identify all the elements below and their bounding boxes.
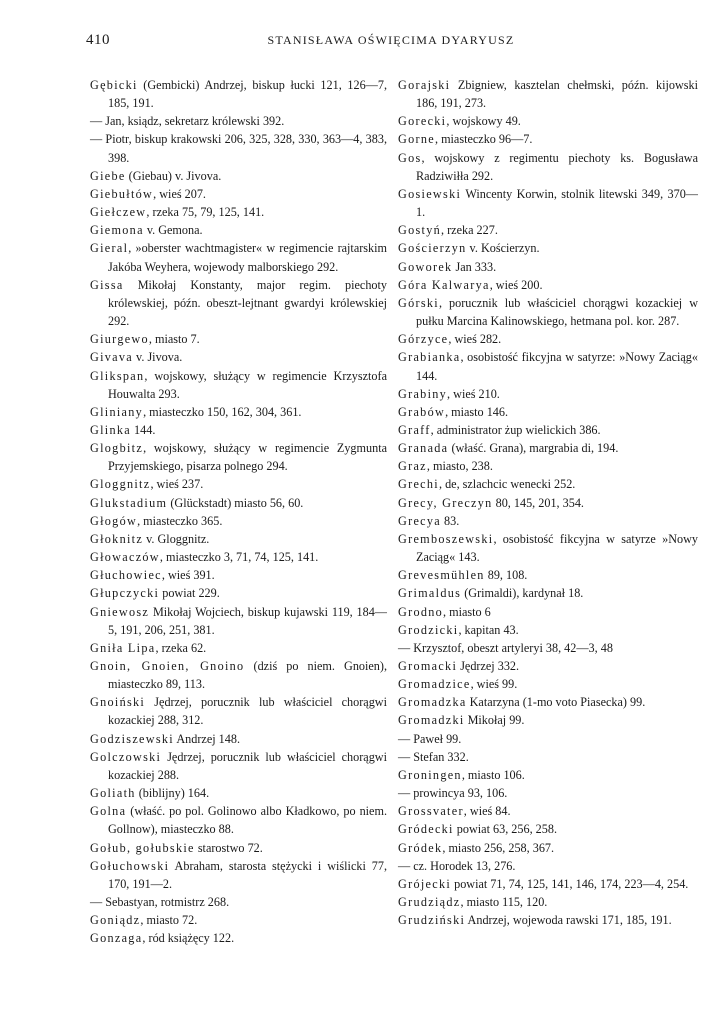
index-entry xyxy=(90,475,387,493)
entry-text: , wieś 207. xyxy=(153,186,206,201)
index-entry xyxy=(90,239,387,275)
entry-headword: Grossvater xyxy=(398,804,464,819)
index-entry xyxy=(90,603,387,639)
entry-headword: Gródecki xyxy=(398,822,454,837)
index-entry xyxy=(398,857,698,875)
index-entry xyxy=(398,149,698,185)
entry-text: Jędrzej, porucznik lub właściciel chorągwi kozackiej 288, 312. xyxy=(108,695,387,728)
index-entry xyxy=(90,512,387,530)
entry-headword: Groningen xyxy=(398,767,462,782)
entry-text: , miasto 106. xyxy=(461,767,525,782)
entry-headword: Glukstadium xyxy=(90,495,168,510)
entry-text: , miasteczko 150, 162, 304, 361. xyxy=(143,404,302,419)
index-entry xyxy=(398,403,698,421)
entry-headword: Grevesmühlen xyxy=(398,568,485,583)
entry-headword: Grimaldus xyxy=(398,586,462,601)
index-entry xyxy=(398,639,698,657)
entry-text: , wojskowy z regimentu piechoty ks. Bogusława Radziwiłła 292. xyxy=(416,150,698,183)
entry-text: , miasteczko 3, 71, 74, 125, 141. xyxy=(159,550,319,565)
index-entry xyxy=(90,367,387,403)
entry-text: , miasteczko 96—7. xyxy=(434,132,533,147)
entry-headword: Górski xyxy=(398,295,439,310)
index-entry xyxy=(90,857,387,893)
entry-text: powiat 71, 74, 125, 141, 146, 174, 223—4, 254. xyxy=(451,876,689,891)
index-entry xyxy=(398,839,698,857)
entry-headword: Gos xyxy=(398,150,422,165)
entry-text: , osobistość fikcyjna w satyrze: »Nowy Zaciąg« 144. xyxy=(416,350,698,383)
entry-text: , rzeka 75, 79, 125, 141. xyxy=(146,205,265,220)
entry-text: , kapitan 43. xyxy=(458,622,519,637)
index-entry xyxy=(398,385,698,403)
index-entry xyxy=(90,730,387,748)
entry-text: — prowincya 93, 106. xyxy=(398,786,508,801)
index-entry xyxy=(398,530,698,566)
index-entry xyxy=(398,784,698,802)
index-entry xyxy=(90,548,387,566)
index-entry xyxy=(398,276,698,294)
entry-text: , wieś 210. xyxy=(447,386,500,401)
entry-text: powiat 63, 256, 258. xyxy=(453,822,557,837)
entry-headword: Grabianka xyxy=(398,350,461,365)
entry-headword: Gostyń xyxy=(398,223,442,238)
entry-text: v. Kościerzyn. xyxy=(466,241,540,256)
entry-headword: Glogbitz xyxy=(90,441,144,456)
index-entry xyxy=(398,711,698,729)
entry-headword: Głoknitz xyxy=(90,531,144,546)
entry-text: , de, szlachcic wenecki 252. xyxy=(438,477,576,492)
index-entry xyxy=(398,185,698,221)
running-title: STANISŁAWA OŚWIĘCIMA DYARYUSZ xyxy=(267,33,515,47)
entry-headword: Giurgewo xyxy=(90,332,149,347)
entry-headword: Gniła Lipa xyxy=(90,640,156,655)
entry-headword: Góra Kalwarya xyxy=(398,277,490,292)
entry-text: , wieś 200. xyxy=(489,277,543,292)
entry-text: 144. xyxy=(130,422,156,437)
entry-text: , wieś 282. xyxy=(448,332,502,347)
index-entry xyxy=(90,893,387,911)
index-entry xyxy=(398,693,698,711)
entry-headword: Grecy, Greczyn xyxy=(398,495,493,510)
entry-headword: Gromadzice xyxy=(398,677,471,692)
index-entry xyxy=(90,330,387,348)
entry-text: (Grimaldi), kardynał 18. xyxy=(461,586,584,601)
entry-headword: Grudziądz xyxy=(398,895,461,910)
index-entry xyxy=(90,784,387,802)
entry-text: — Piotr, biskup krakowski 206, 325, 328, 330, 363—4, 383, 398. xyxy=(90,132,387,165)
entry-text: (Giebau) v. Jivova. xyxy=(125,168,222,183)
index-entry xyxy=(90,530,387,548)
index-entry xyxy=(398,130,698,148)
entry-text: 83. xyxy=(440,513,460,528)
index-entry xyxy=(90,112,387,130)
index-entry xyxy=(398,730,698,748)
entry-text: Katarzyna (1-mo voto Piasecka) 99. xyxy=(466,695,646,710)
entry-text: Abraham, starosta stężycki i wiślicki 77, 170, 191—2. xyxy=(108,858,387,891)
page-header xyxy=(86,32,696,52)
index-entry xyxy=(90,802,387,838)
entry-headword: Golczowski xyxy=(90,749,162,764)
index-entry xyxy=(90,221,387,239)
entry-headword: Giebe xyxy=(90,168,126,183)
index-entry xyxy=(90,130,387,166)
index-entry xyxy=(398,112,698,130)
entry-headword: Givava xyxy=(90,350,133,365)
index-entry xyxy=(398,494,698,512)
entry-headword: Gissa xyxy=(90,277,124,292)
entry-headword: Gromadzka xyxy=(398,695,467,710)
entry-text: , ród książęcy 122. xyxy=(142,931,235,946)
entry-headword: Goliath xyxy=(90,786,136,801)
entry-text: — Jan, ksiądz, sekretarz królewski 392. xyxy=(90,114,285,129)
entry-headword: Głowaczów xyxy=(90,550,160,565)
index-entry xyxy=(90,839,387,857)
index-entry xyxy=(398,566,698,584)
entry-headword: Golna xyxy=(90,804,127,819)
entry-headword: Goworek xyxy=(398,259,453,274)
index-entry xyxy=(90,76,387,112)
entry-text: — cz. Horodek 13, 276. xyxy=(398,858,516,873)
entry-text: , miasto 115, 120. xyxy=(460,895,548,910)
entry-text: v. Gloggnitz. xyxy=(143,531,210,546)
index-entry xyxy=(398,258,698,276)
entry-headword: Grójecki xyxy=(398,876,452,891)
entry-headword: Grudziński xyxy=(398,913,466,928)
index-entry xyxy=(398,421,698,439)
page-number: 410 xyxy=(86,32,110,48)
index-entry xyxy=(90,421,387,439)
entry-headword: Głupczycki xyxy=(90,586,160,601)
entry-headword: Gliniany xyxy=(90,404,144,419)
entry-headword: Grabiny xyxy=(398,386,448,401)
entry-headword: Giełczew xyxy=(90,205,147,220)
entry-headword: Gonzaga xyxy=(90,931,143,946)
index-entry xyxy=(398,603,698,621)
entry-headword: Gosiewski xyxy=(398,186,462,201)
index-entry xyxy=(398,657,698,675)
index-entry xyxy=(90,494,387,512)
entry-text: , rzeka 227. xyxy=(441,223,498,238)
entry-text: , porucznik lub właściciel chorągwi kozackiej w pułku Marcina Kalinowskiego, hetmana pol. kor. 287. xyxy=(416,295,698,329)
index-entry xyxy=(398,457,698,475)
entry-text: , wojskowy 49. xyxy=(446,114,521,129)
entry-text: Zbigniew, kasztelan chełmski, późn. kijowski 186, 191, 273. xyxy=(416,78,698,111)
index-entry xyxy=(90,584,387,602)
entry-headword: Grechi xyxy=(398,477,439,492)
entry-text: v. Gemona. xyxy=(143,223,203,238)
index-entry xyxy=(90,566,387,584)
index-entry xyxy=(90,929,387,947)
entry-text: — Krzysztof, obeszt artyleryi 38, 42—3, 48 xyxy=(398,640,613,655)
entry-text: Mikołaj Wojciech, biskup kujawski 119, 184—5, 191, 206, 251, 381. xyxy=(108,604,387,637)
entry-headword: Gromacki xyxy=(398,659,458,673)
entry-text: , osobistość fikcyjna w satyrze »Nowy Zaciąg« 143. xyxy=(416,531,698,565)
entry-text: 89, 108. xyxy=(484,568,528,583)
entry-text: , wieś 84. xyxy=(463,804,511,819)
entry-headword: Giebułtów xyxy=(90,186,154,201)
index-entry xyxy=(398,76,698,112)
index-entry xyxy=(90,167,387,185)
entry-text: (dziś po niem. Gnoien), miasteczko 89, 113. xyxy=(108,659,388,692)
entry-text: , miasteczko 365. xyxy=(137,513,223,528)
index-entry xyxy=(90,748,387,784)
entry-headword: Glinka xyxy=(90,422,131,437)
entry-text: (właść. Grana), margrabia di, 194. xyxy=(448,441,619,456)
entry-text: , miasto 256, 258, 367. xyxy=(442,840,555,855)
index-entry xyxy=(398,584,698,602)
entry-text: , miasto, 238. xyxy=(426,459,493,474)
entry-headword: Giemona xyxy=(90,223,144,238)
index-entry xyxy=(398,875,698,893)
entry-text: , miasto 6 xyxy=(443,604,491,619)
entry-headword: Gromadzki xyxy=(398,713,465,728)
index-entry xyxy=(398,439,698,457)
entry-headword: Gębicki xyxy=(90,78,138,92)
entry-headword: Godziszewski xyxy=(90,731,174,746)
entry-text: (właść. po pol. Golinowo albo Kładkowo, po niem. Gollnow), miasteczko 88. xyxy=(108,804,387,837)
entry-text: (biblijny) 164. xyxy=(135,786,210,801)
index-entry xyxy=(90,693,387,729)
entry-headword: Gniewosz xyxy=(90,604,150,619)
entry-headword: Górzyce xyxy=(398,332,449,347)
index-column-left xyxy=(90,76,387,948)
entry-text: , miasto 146. xyxy=(445,404,509,419)
index-entry xyxy=(398,475,698,493)
entry-headword: Gnoiński xyxy=(90,695,146,710)
index-entry xyxy=(398,802,698,820)
entry-text: Jędrzej, porucznik lub właściciel chorągwi kozackiej 288. xyxy=(108,749,387,782)
entry-headword: Gródek xyxy=(398,840,443,855)
entry-text: , miasto 7. xyxy=(148,332,200,347)
entry-headword: Gorecki xyxy=(398,114,447,129)
entry-headword: Grabów xyxy=(398,404,446,419)
entry-text: — Sebastyan, rotmistrz 268. xyxy=(90,895,230,910)
entry-text: , wieś 99. xyxy=(470,677,518,692)
index-entry xyxy=(90,439,387,475)
entry-text: (Glückstadt) miasto 56, 60. xyxy=(167,495,304,510)
entry-text: Andrzej 148. xyxy=(173,731,240,746)
entry-headword: Głuchowiec xyxy=(90,568,162,583)
index-entry xyxy=(398,221,698,239)
entry-text: Jan 333. xyxy=(452,259,497,274)
index-entry xyxy=(90,403,387,421)
entry-text: , »oberster wachtmagister« w regimencie rajtarskim Jakóba Weyhera, wojewody malborskiego 292. xyxy=(108,241,387,274)
entry-text: Andrzej, wojewoda rawski 171, 185, 191. xyxy=(465,913,672,928)
entry-headword: Grodno xyxy=(398,604,444,619)
entry-text: Wincenty Korwin, stolnik litewski 349, 370—1. xyxy=(416,186,698,220)
index-entry xyxy=(90,639,387,657)
entry-headword: Grecya xyxy=(398,513,441,528)
entry-headword: Gościerzyn xyxy=(398,241,467,256)
entry-headword: Gorajski xyxy=(398,78,451,92)
entry-text: , wojskowy, służący w regimencie Krzysztofa Houwalta 293. xyxy=(108,368,387,401)
entry-text: , administrator żup wielickich 386. xyxy=(430,422,601,437)
entry-headword: Goniądz xyxy=(90,913,141,928)
entry-headword: Gorne xyxy=(398,132,435,147)
entry-text: Mikołaj 99. xyxy=(464,713,525,728)
entry-headword: Glikspan xyxy=(90,368,145,383)
index-entry xyxy=(398,294,698,330)
index-entry xyxy=(90,185,387,203)
entry-headword: Grodzicki xyxy=(398,622,459,637)
entry-headword: Gołub, gołubskie xyxy=(90,840,195,855)
index-entry xyxy=(398,512,698,530)
index-entry xyxy=(90,348,387,366)
entry-headword: Gnoin, Gnoien, Gnoino xyxy=(90,659,245,673)
entry-text: Jędrzej 332. xyxy=(457,659,520,673)
entry-text: — Paweł 99. xyxy=(398,731,462,746)
index-entry xyxy=(398,893,698,911)
entry-headword: Granada xyxy=(398,441,449,456)
index-entry xyxy=(398,239,698,257)
entry-text: Mikołaj Konstanty, major regim. piechoty królewskiej, późn. obeszt-lejtnant gwardyi królewskiej 292. xyxy=(108,277,387,329)
index-entry xyxy=(398,330,698,348)
index-entry xyxy=(398,675,698,693)
entry-text: , wieś 391. xyxy=(161,568,215,583)
index-entry xyxy=(398,820,698,838)
entry-headword: Głogów xyxy=(90,513,138,528)
entry-headword: Graz xyxy=(398,459,427,474)
index-entry xyxy=(398,348,698,384)
entry-headword: Gloggnitz xyxy=(90,477,151,492)
entry-text: starostwo 72. xyxy=(194,840,263,855)
entry-text: 80, 145, 201, 354. xyxy=(492,495,584,510)
entry-text: , miasto 72. xyxy=(140,913,198,928)
index-entry xyxy=(398,911,698,929)
index-entry xyxy=(90,276,387,330)
entry-text: — Stefan 332. xyxy=(398,749,469,764)
entry-headword: Gołuchowski xyxy=(90,858,170,873)
entry-text: , wieś 237. xyxy=(150,477,204,492)
entry-headword: Graff xyxy=(398,422,431,437)
entry-text: v. Jivova. xyxy=(133,350,183,365)
index-column-right xyxy=(398,76,698,929)
index-entry xyxy=(398,748,698,766)
entry-headword: Gremboszewski xyxy=(398,531,494,546)
index-entry xyxy=(398,621,698,639)
index-entry xyxy=(90,203,387,221)
entry-text: (Gembicki) Andrzej, biskup łucki 121, 126—7, 185, 191. xyxy=(108,78,387,111)
index-entry xyxy=(90,657,387,693)
entry-text: , wojskowy, służący w regimencie Zygmunta Przyjemskiego, pisarza polnego 294. xyxy=(108,441,387,474)
entry-headword: Gieral xyxy=(90,241,129,256)
entry-text: , rzeka 62. xyxy=(155,640,207,655)
index-entry xyxy=(398,766,698,784)
index-entry xyxy=(90,911,387,929)
entry-text: powiat 229. xyxy=(159,586,220,601)
